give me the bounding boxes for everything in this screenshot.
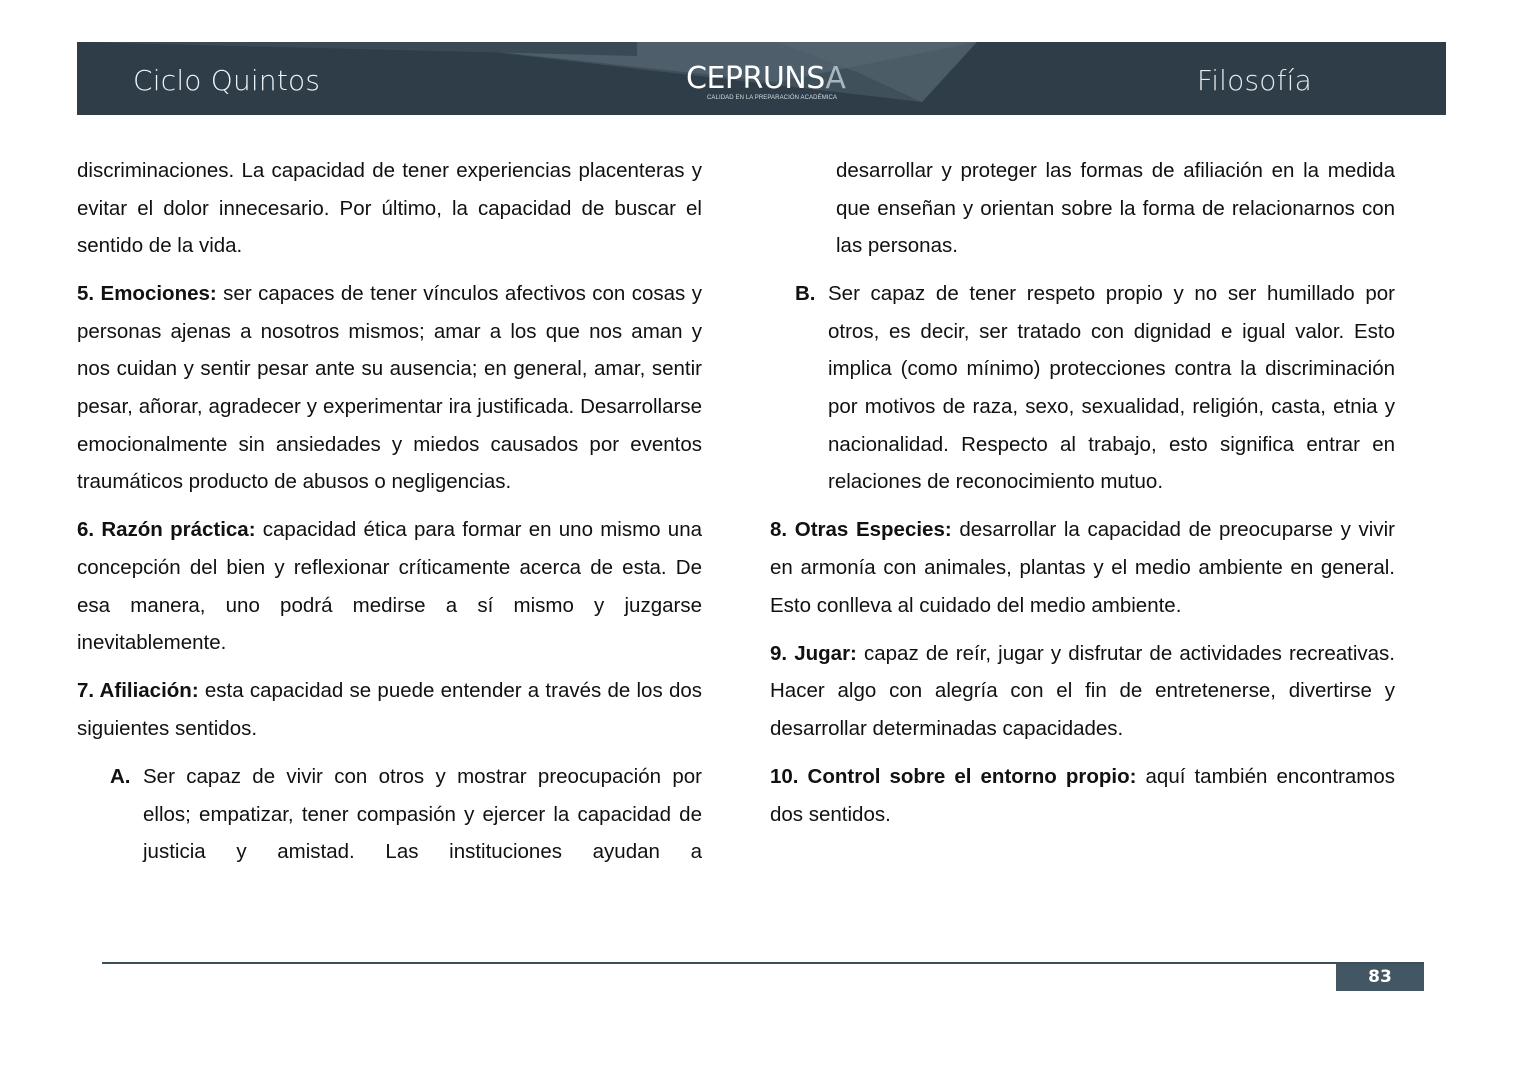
capability-item-emociones <box>77 275 702 501</box>
item-text: capaz de reír, jugar y disfrutar de actividades recreativas. Hacer algo con alegría con el fin de entretenerse, divertirse y desarrollar determinadas capacidades. <box>770 641 1395 740</box>
subject-title: Filosofía <box>1196 64 1312 97</box>
page-header-banner <box>77 42 1446 115</box>
capability-item-otras-especies <box>770 511 1395 624</box>
logo-tagline: CALIDAD EN LA PREPARACIÓN ACADÉMICA <box>707 95 838 101</box>
sub-item-marker: B. <box>795 282 816 306</box>
capability-item-control-entorno <box>770 758 1395 833</box>
course-cycle-title: Ciclo Quintos <box>133 64 321 97</box>
footer-divider <box>102 962 1424 964</box>
sub-item-a <box>77 758 702 871</box>
item-text: desarrollar la capacidad de preocuparse y vivir en armonía con animales, plantas y el medio ambiente en general. Esto conlleva al cuidado del medio ambiente. <box>770 518 1395 617</box>
item-label: 5. Emociones: <box>77 282 217 306</box>
logo-wordmark: CEPRUNSA <box>686 61 846 96</box>
capability-item-razon-practica <box>77 511 702 661</box>
capability-item-afiliacion <box>77 672 702 747</box>
item-label: 10. Control sobre el entorno propio: <box>770 764 1137 788</box>
sub-item-b <box>770 275 1395 501</box>
left-text-column <box>77 152 702 881</box>
item-label: 8. Otras Especies: <box>770 518 952 542</box>
ceprunsa-logo <box>686 62 856 106</box>
item-label: 6. Razón práctica: <box>77 518 256 542</box>
item-label: 9. Jugar: <box>770 641 857 665</box>
item-text: esta capacidad se puede entender a través de los dos siguientes sentidos. <box>77 679 702 740</box>
item-text: ser capaces de tener vínculos afectivos con cosas y personas ajenas a nosotros mismos; amar a los que nos aman y nos cuidan y sentir pesar ante su ausencia; en general, amar, sentir pesar, añorar, agradecer y experimentar ira justificada. Desarrollarse emocionalmente sin ansiedades y miedos causados por eventos traumáticos producto de abusos o negligencias. <box>77 282 702 494</box>
sub-item-text: Ser capaz de tener respeto propio y no ser humillado por otros, es decir, ser tratado con dignidad e igual valor. Esto implica (como mínimo) protecciones contra la discriminación por motivos de raza, sexo, sexualidad, religión, casta, etnia y nacionalidad. Respecto al trabajo, esto significa entrar en relaciones de reconocimiento mutuo. <box>828 282 1395 494</box>
sub-item-text: Ser capaz de vivir con otros y mostrar preocupación por ellos; empatizar, tener compasión y ejercer la capacidad de justicia y amistad. Las instituciones ayudan a <box>143 764 702 864</box>
right-text-column <box>770 152 1395 844</box>
continued-paragraph: discriminaciones. La capacidad de tener experiencias placenteras y evitar el dolor innecesario. Por último, la capacidad de buscar el sentido de la vida. <box>77 159 702 258</box>
sub-item-marker: A. <box>110 764 131 788</box>
item-text: aquí también encontramos dos sentidos. <box>770 764 1395 826</box>
capability-item-jugar <box>770 635 1395 748</box>
sub-item-a-continuation: desarrollar y proteger las formas de afiliación en la medida que enseñan y orientan sobre la forma de relacionarnos con las personas. <box>836 159 1395 258</box>
page-number-badge: 83 <box>1336 964 1424 991</box>
item-text: capacidad ética para formar en uno mismo una concepción del bien y reflexionar críticamente acerca de esta. De esa manera, uno podrá medirse a sí mismo y juzgarse inevitablemente. <box>77 518 702 655</box>
item-label: 7. Afiliación: <box>77 679 199 703</box>
